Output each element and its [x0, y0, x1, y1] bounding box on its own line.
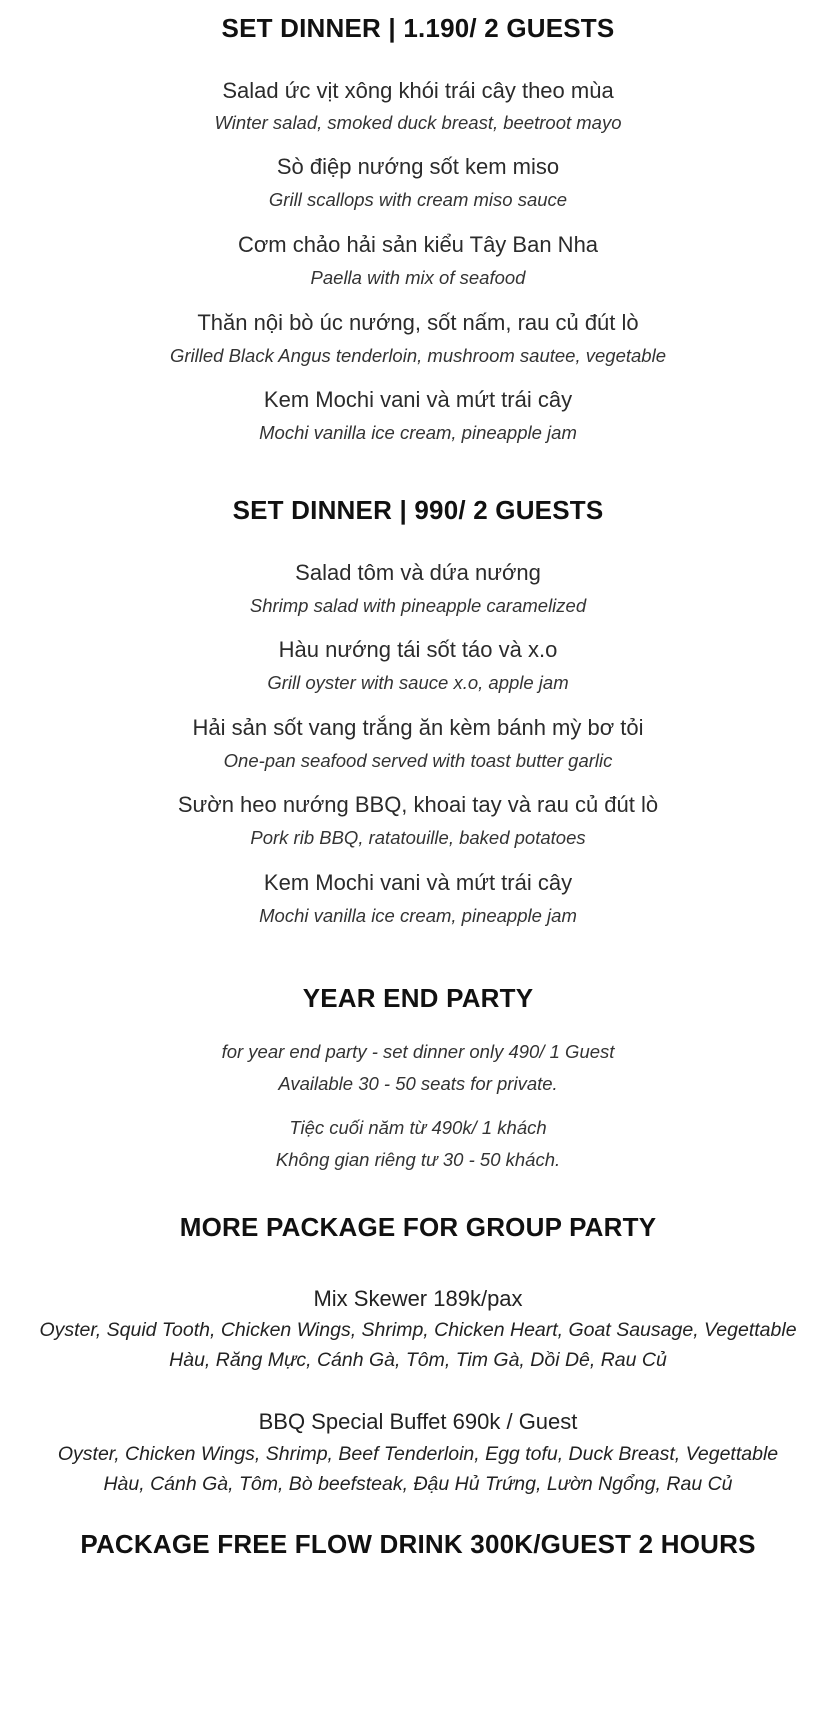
set1-dish5-en: Mochi vanilla ice cream, pineapple jam: [259, 422, 577, 443]
set1-dish5-vn: Kem Mochi vani và mứt trái cây: [263, 387, 573, 412]
set1-dish3-vn: Cơm chảo hải sản kiểu Tây Ban Nha: [237, 232, 599, 257]
set2-dish5-en: Mochi vanilla ice cream, pineapple jam: [259, 905, 577, 926]
set2-dish2-vn: Hàu nướng tái sốt táo và x.o: [278, 637, 558, 662]
set2-dish2-en: Grill oyster with sauce x.o, apple jam: [267, 672, 569, 693]
set1-dish1-vn: Salad ức vịt xông khói trái cây theo mùa: [222, 78, 614, 103]
set2-dish5-vn: Kem Mochi vani và mứt trái cây: [263, 870, 573, 895]
set1-dish4-vn: Thăn nội bò úc nướng, sốt nấm, rau củ đút lò: [197, 310, 639, 335]
set2-dish3-vn: Hải sản sốt vang trắng ăn kèm bánh mỳ bơ tỏi: [192, 715, 644, 740]
set2-title: SET DINNER | 990/ 2 GUESTS: [232, 495, 604, 525]
set2-dish4-vn: Sườn heo nướng BBQ, khoai tay và rau củ đút lò: [177, 792, 659, 817]
set1-dish3-en: Paella with mix of seafood: [310, 267, 526, 288]
year-end-line3: Tiệc cuối năm từ 490k/ 1 khách: [289, 1117, 547, 1138]
package1-items-en: Oyster, Squid Tooth, Chicken Wings, Shrimp, Chicken Heart, Goat Sausage, Vegettable: [39, 1319, 797, 1341]
set1-dish4-en: Grilled Black Angus tenderloin, mushroom sautee, vegetable: [169, 345, 666, 366]
package2-items-en: Oyster, Chicken Wings, Shrimp, Beef Tenderloin, Egg tofu, Duck Breast, Vegettable: [57, 1443, 779, 1465]
set2-dish4-en: Pork rib BBQ, ratatouille, baked potatoes: [250, 827, 586, 848]
year-end-title: YEAR END PARTY: [302, 983, 534, 1013]
group-title: MORE PACKAGE FOR GROUP PARTY: [179, 1212, 657, 1242]
set1-dish1-en: Winter salad, smoked duck breast, beetroot mayo: [214, 112, 622, 133]
set2-dish3-en: One-pan seafood served with toast butter garlic: [223, 750, 613, 771]
package2-items-vn: Hàu, Cánh Gà, Tôm, Bò beefsteak, Đậu Hủ Trứng, Lườn Ngổng, Rau Củ: [103, 1473, 733, 1495]
year-end-line1: for year end party - set dinner only 490/ 1 Guest: [221, 1041, 615, 1062]
set2-dish1-en: Shrimp salad with pineapple caramelized: [249, 595, 587, 616]
package2-name: BBQ Special Buffet 690k / Guest: [258, 1409, 578, 1434]
year-end-line4: Không gian riêng tư 30 - 50 khách.: [275, 1149, 561, 1170]
package1-name: Mix Skewer 189k/pax: [313, 1286, 523, 1311]
set1-title: SET DINNER | 1.190/ 2 GUESTS: [221, 13, 615, 43]
year-end-line2: Available 30 - 50 seats for private.: [278, 1073, 558, 1094]
free-flow-title: PACKAGE FREE FLOW DRINK 300K/GUEST 2 HOURS: [80, 1529, 756, 1559]
set1-dish2-en: Grill scallops with cream miso sauce: [268, 189, 568, 210]
package1-items-vn: Hàu, Răng Mực, Cánh Gà, Tôm, Tim Gà, Dồi Dê, Rau Củ: [169, 1349, 667, 1371]
set2-dish1-vn: Salad tôm và dứa nướng: [295, 560, 541, 585]
set1-dish2-vn: Sò điệp nướng sốt kem miso: [276, 154, 560, 179]
